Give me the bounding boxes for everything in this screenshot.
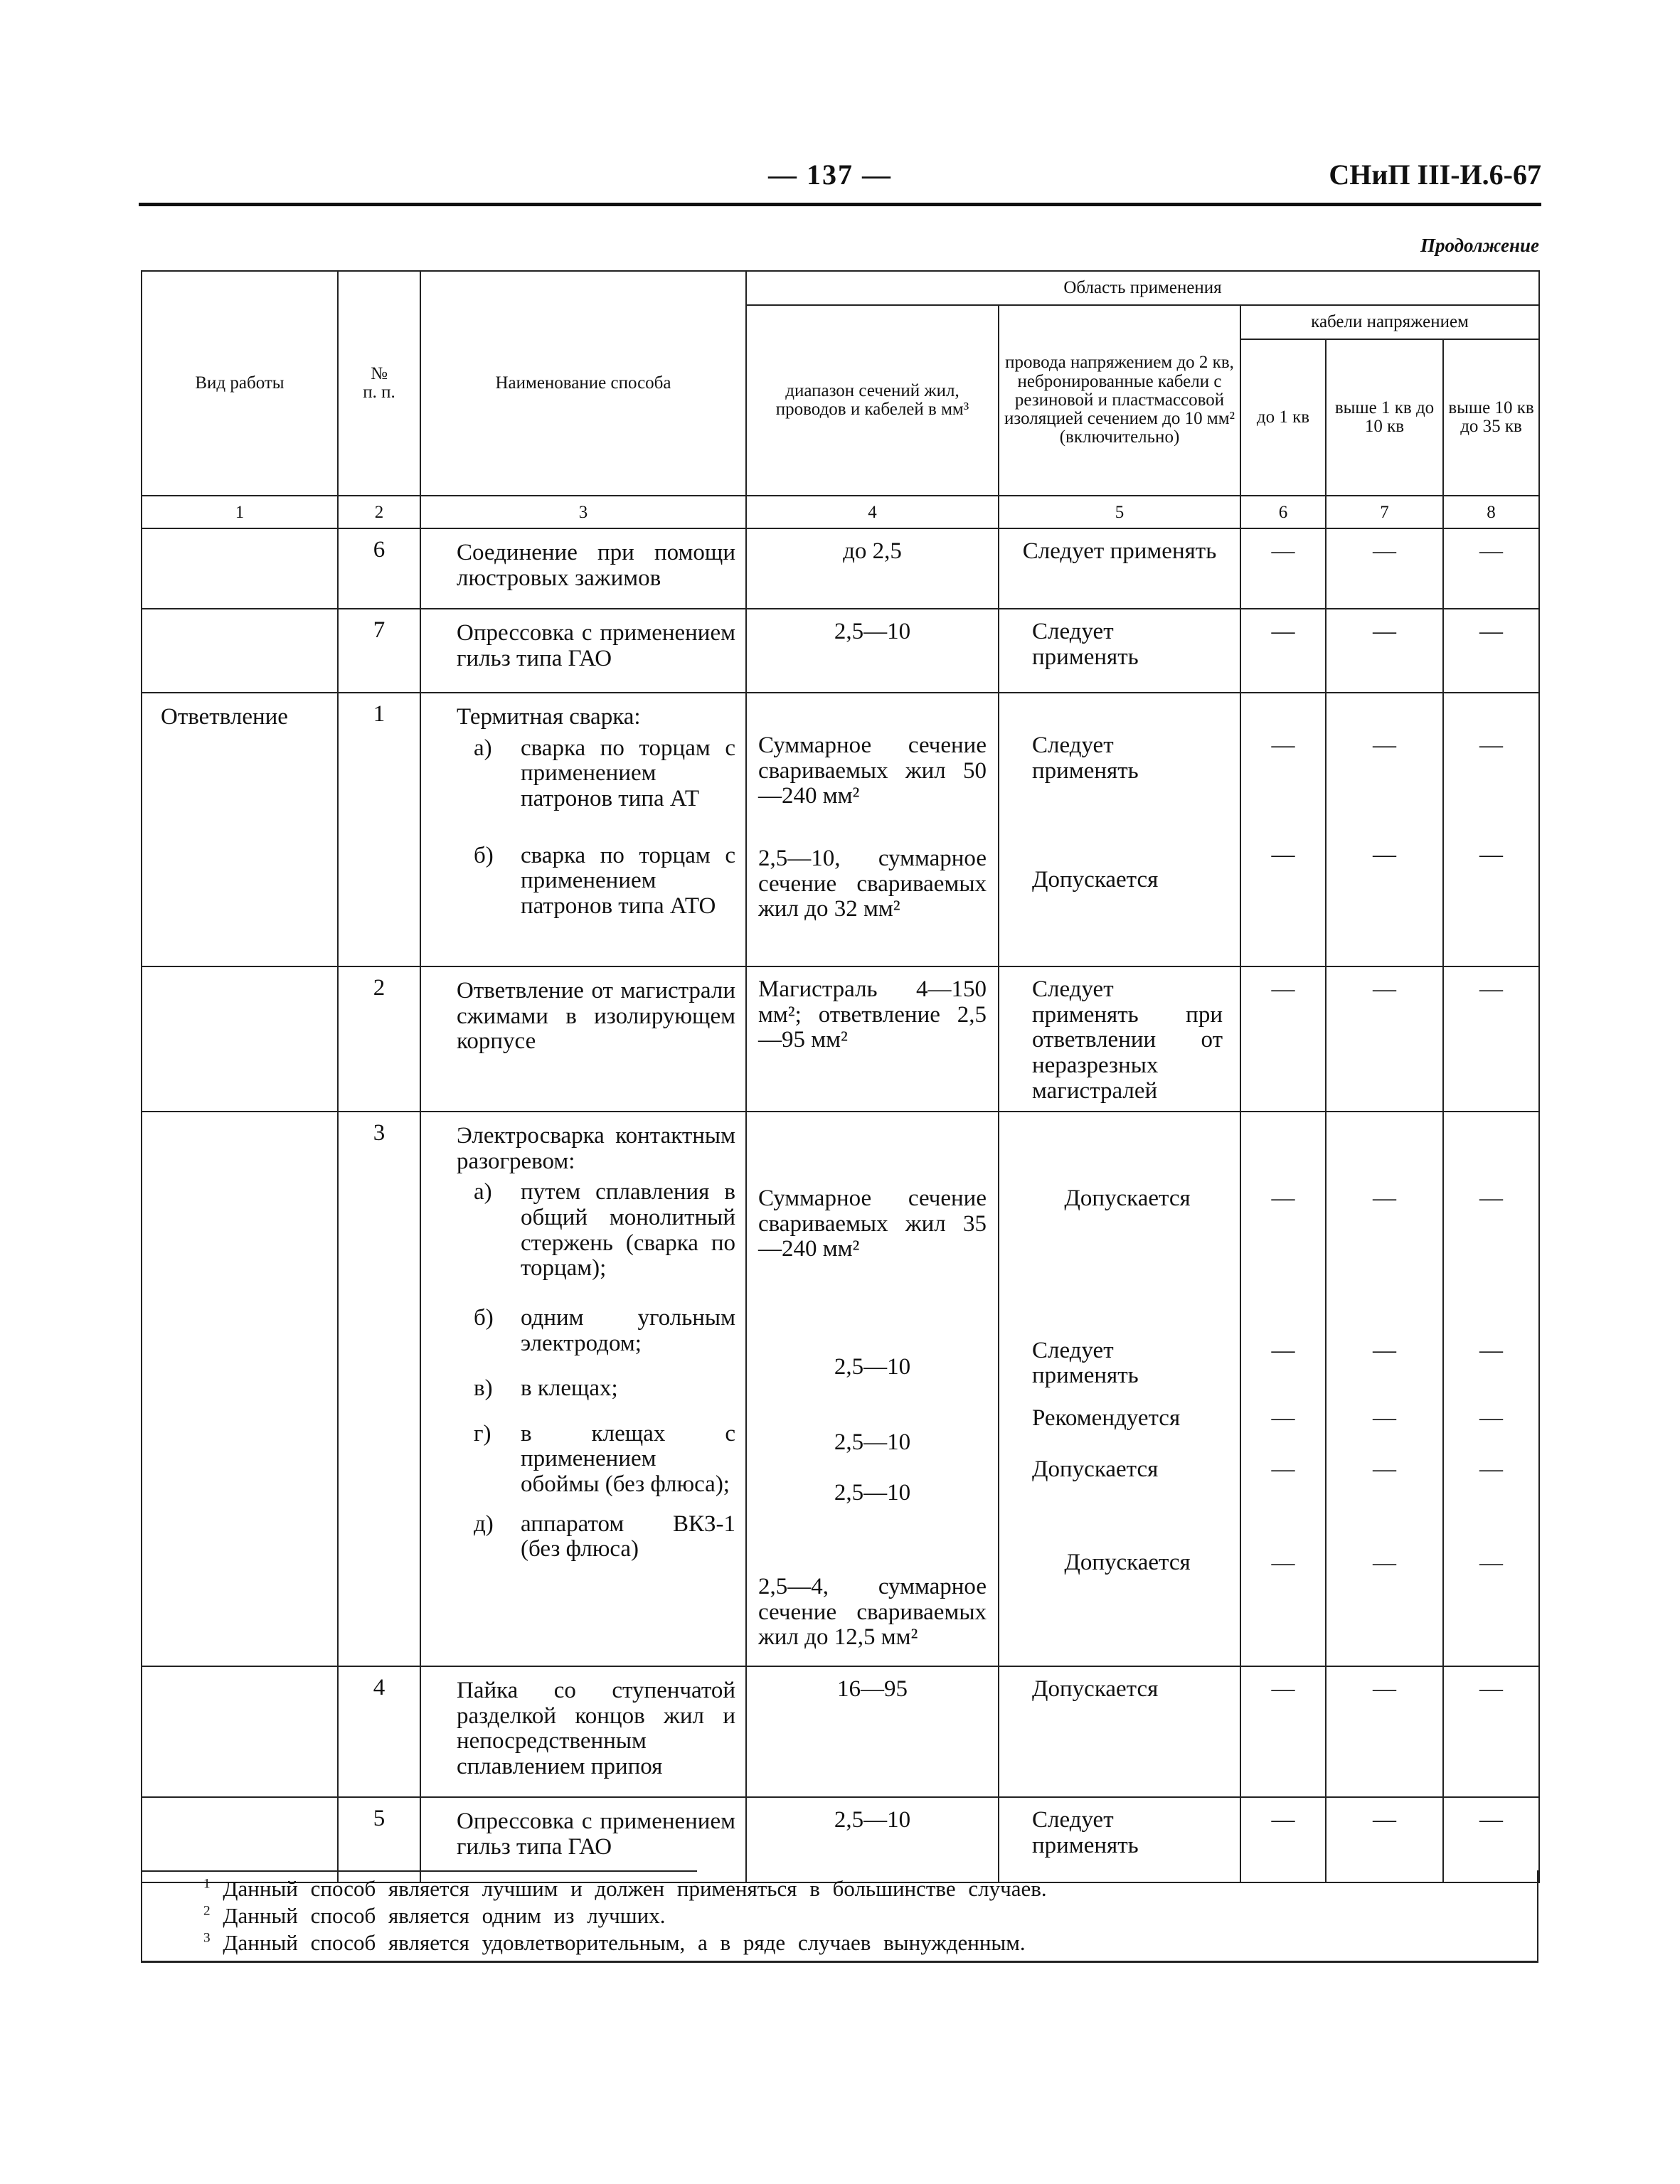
- cell-dash: [1443, 693, 1539, 966]
- range-a: Суммарное сечение свариваемых жил 50—240 мм²: [758, 733, 987, 809]
- cell-dash: —: [1443, 1797, 1539, 1882]
- table-row: [142, 528, 1539, 609]
- method-title: Термитная сварка:: [457, 704, 641, 730]
- footnote-rule: [142, 1870, 697, 1872]
- header-nomer: [338, 271, 420, 496]
- apply-a: Допускается: [1064, 1186, 1191, 1212]
- method-title: Электросварка контактным разогревом:: [457, 1123, 735, 1174]
- header-vid-raboty: Вид работы: [142, 271, 338, 496]
- footnote-mark: 2: [203, 1903, 211, 1919]
- apply-b: Следует применять: [1032, 1337, 1139, 1389]
- cell-method: [420, 1112, 746, 1666]
- cell-range: 2,5—10: [746, 609, 999, 693]
- subitem-text: в клещах;: [521, 1375, 618, 1402]
- table-row: [142, 1666, 1539, 1797]
- cell-dash: —: [1326, 966, 1443, 1112]
- col-num: 1: [142, 496, 338, 528]
- cell-kind: [142, 1666, 338, 1797]
- cell-apply: Следует применять: [999, 528, 1240, 609]
- cell-num: 6: [338, 528, 420, 609]
- cell-dash: [1326, 693, 1443, 966]
- dash-b: —: [1271, 1337, 1295, 1363]
- subitem-text: сварка по торцам с применением патронов типа АТО: [521, 842, 735, 919]
- method-subitem: [457, 1376, 735, 1402]
- range-b: 2,5—10: [834, 1354, 911, 1380]
- cell-dash: —: [1326, 528, 1443, 609]
- footnote-text: Данный способ является лучшим и должен применяться в большинстве случаев.: [223, 1876, 1047, 1901]
- col-num: 5: [999, 496, 1240, 528]
- footnote: [203, 1903, 665, 1929]
- header-naimenovanie: Наименование способа: [420, 271, 746, 496]
- dash-a: —: [1373, 733, 1396, 758]
- subitem-marker: в): [474, 1375, 493, 1402]
- apply-a: Следует применять: [1032, 733, 1139, 784]
- cell-kind: [142, 528, 338, 609]
- dash-d: —: [1373, 1550, 1396, 1576]
- dash-a: —: [1271, 1186, 1295, 1212]
- cell-range: [746, 693, 999, 966]
- col-num: 7: [1326, 496, 1443, 528]
- dash-v: —: [1373, 1405, 1396, 1432]
- dash-d: —: [1271, 1550, 1295, 1576]
- apply-g: Допускается: [1032, 1456, 1159, 1482]
- cell-dash: —: [1443, 966, 1539, 1112]
- cell-apply: Следует применять: [999, 609, 1240, 693]
- col-num: 4: [746, 496, 999, 528]
- cell-dash: [1443, 1112, 1539, 1666]
- range-b: 2,5—10, суммарное сечение свариваемых жил до 32 мм²: [758, 845, 987, 922]
- dash-a: —: [1479, 733, 1504, 758]
- method-subitem: [457, 1422, 735, 1498]
- subitem-text: в клещах с применением обоймы (без флюса);: [521, 1420, 735, 1497]
- col-num: 2: [338, 496, 420, 528]
- method-subitem: [457, 1306, 735, 1356]
- table-row: [142, 693, 1539, 966]
- dash-d: —: [1479, 1550, 1504, 1576]
- range-g: 2,5—10: [834, 1480, 911, 1506]
- page-number: — 137 —: [768, 159, 892, 191]
- dash-a: —: [1373, 1186, 1396, 1212]
- col-num: 8: [1443, 496, 1539, 528]
- header-provoda: провода напряжением до 2 кв, небронированные кабели с резиновой и пластмассовой изоляцией сечением до 10 мм² (включительно): [999, 305, 1240, 496]
- apply-v: Рекомендуется: [1032, 1405, 1181, 1431]
- header-diapazon: диапазон сечений жил, проводов и кабелей в мм³: [746, 305, 999, 496]
- subitem-text: одним угольным электродом;: [521, 1304, 735, 1356]
- cell-dash: —: [1443, 528, 1539, 609]
- cell-method: Ответвление от магистрали сжимами в изолирующем корпусе: [420, 966, 746, 1112]
- subitem-text: аппаратом ВКЗ-1 (без флюса): [521, 1511, 735, 1562]
- footnote-mark: 1: [203, 1876, 211, 1892]
- dash-b: —: [1479, 1337, 1504, 1363]
- cell-dash: [1326, 1112, 1443, 1666]
- header-vyshe10: выше 10 кв до 35 кв: [1443, 339, 1539, 496]
- cell-dash: [1240, 693, 1326, 966]
- table-row: [142, 609, 1539, 693]
- cell-num: 3: [338, 1112, 420, 1666]
- column-number-row: [142, 496, 1539, 528]
- dash-g: —: [1373, 1456, 1396, 1482]
- cell-range: до 2,5: [746, 528, 999, 609]
- methods-table: [141, 270, 1540, 1883]
- cell-dash: —: [1443, 1666, 1539, 1797]
- document-code: СНиП III-И.6-67: [1329, 159, 1541, 191]
- subitem-marker: д): [474, 1511, 494, 1537]
- dash-b: —: [1373, 1337, 1396, 1363]
- cell-apply: Следует применять при ответвлении от неразрезных магистралей: [999, 966, 1240, 1112]
- dash-b: —: [1373, 841, 1396, 868]
- method-subitem: [457, 843, 735, 920]
- cell-dash: —: [1240, 1666, 1326, 1797]
- subitem-text: сварка по торцам с применением патронов типа АТ: [521, 735, 735, 811]
- col-num: 6: [1240, 496, 1326, 528]
- header-rule: [139, 203, 1541, 206]
- header-nomer-line1: №: [371, 363, 388, 383]
- cell-range: [746, 1112, 999, 1666]
- cell-range: Магистраль 4—150 мм²; ответвление 2,5—95 мм²: [746, 966, 999, 1112]
- footnote-mark: 3: [203, 1930, 211, 1946]
- footnote-text: Данный способ является одним из лучших.: [223, 1903, 666, 1928]
- cell-num: 4: [338, 1666, 420, 1797]
- cell-kind: [142, 609, 338, 693]
- footnote-text: Данный способ является удовлетворительным, а в ряде случаев вынужденным.: [223, 1930, 1026, 1955]
- header-do1: до 1 кв: [1240, 339, 1326, 496]
- header-vyshe1: выше 1 кв до 10 кв: [1326, 339, 1443, 496]
- range-a: Суммарное сечение свариваемых жил 35—240 мм²: [758, 1186, 987, 1262]
- cell-num: 7: [338, 609, 420, 693]
- cell-apply: [999, 1112, 1240, 1666]
- cell-method: Соединение при помощи люстровых зажимов: [420, 528, 746, 609]
- cell-method: Пайка со ступенчатой разделкой концов жил и непосредственным сплавлением припоя: [420, 1666, 746, 1797]
- dash-a: —: [1479, 1186, 1504, 1212]
- cell-range: 16—95: [746, 1666, 999, 1797]
- dash-v: —: [1271, 1405, 1295, 1432]
- footnote: [203, 1876, 1047, 1902]
- table-row: [142, 1112, 1539, 1666]
- dash-a: —: [1271, 733, 1295, 758]
- cell-dash: —: [1240, 609, 1326, 693]
- cell-dash: —: [1443, 609, 1539, 693]
- cell-num: 2: [338, 966, 420, 1112]
- header-kabeli: кабели напряжением: [1240, 305, 1539, 339]
- cell-dash: —: [1326, 1797, 1443, 1882]
- method-subitem: [457, 1512, 735, 1562]
- subitem-marker: г): [474, 1420, 491, 1447]
- apply-d: Допускается: [1064, 1550, 1191, 1576]
- cell-apply: Допускается: [999, 1666, 1240, 1797]
- cell-dash: —: [1240, 966, 1326, 1112]
- header-nomer-line2: п. п.: [363, 383, 395, 402]
- cell-dash: —: [1326, 1666, 1443, 1797]
- cell-dash: —: [1240, 528, 1326, 609]
- dash-g: —: [1479, 1456, 1504, 1482]
- cell-apply: Следует применять: [999, 1797, 1240, 1882]
- footnote: [203, 1930, 1026, 1956]
- continuation-label: Продолжение: [1420, 235, 1539, 256]
- cell-kind: [142, 1112, 338, 1666]
- cell-apply: [999, 693, 1240, 966]
- method-subitem: [457, 1180, 735, 1282]
- dash-g: —: [1271, 1456, 1295, 1482]
- subitem-marker: б): [474, 1304, 494, 1331]
- table-row: [142, 966, 1539, 1112]
- subitem-marker: а): [474, 735, 492, 761]
- method-subitem: [457, 736, 735, 812]
- range-d: 2,5—4, суммарное сечение свариваемых жил до 12,5 мм²: [758, 1573, 987, 1651]
- cell-dash: [1240, 1112, 1326, 1666]
- dash-v: —: [1479, 1405, 1504, 1432]
- footnotes: [141, 1870, 1538, 1963]
- dash-b: —: [1479, 841, 1504, 868]
- cell-dash: —: [1240, 1797, 1326, 1882]
- subitem-marker: а): [474, 1179, 492, 1205]
- cell-kind: [142, 966, 338, 1112]
- range-v: 2,5—10: [834, 1429, 911, 1455]
- cell-range: 2,5—10: [746, 1797, 999, 1882]
- cell-method: Опрессовка с применением гильз типа ГАО: [420, 1797, 746, 1882]
- cell-dash: —: [1326, 609, 1443, 693]
- col-num: 3: [420, 496, 746, 528]
- header-oblast: Область применения: [746, 271, 1539, 305]
- cell-num: 5: [338, 1797, 420, 1882]
- subitem-marker: б): [474, 842, 494, 868]
- cell-kind: Ответвление: [142, 693, 338, 966]
- subitem-text: путем сплавления в общий монолитный стержень (сварка по торцам);: [521, 1179, 735, 1282]
- cell-num: 1: [338, 693, 420, 966]
- apply-b: Допускается: [1032, 867, 1159, 893]
- cell-method: Опрессовка с применением гильз типа ГАО: [420, 609, 746, 693]
- cell-method: [420, 693, 746, 966]
- dash-b: —: [1271, 841, 1295, 868]
